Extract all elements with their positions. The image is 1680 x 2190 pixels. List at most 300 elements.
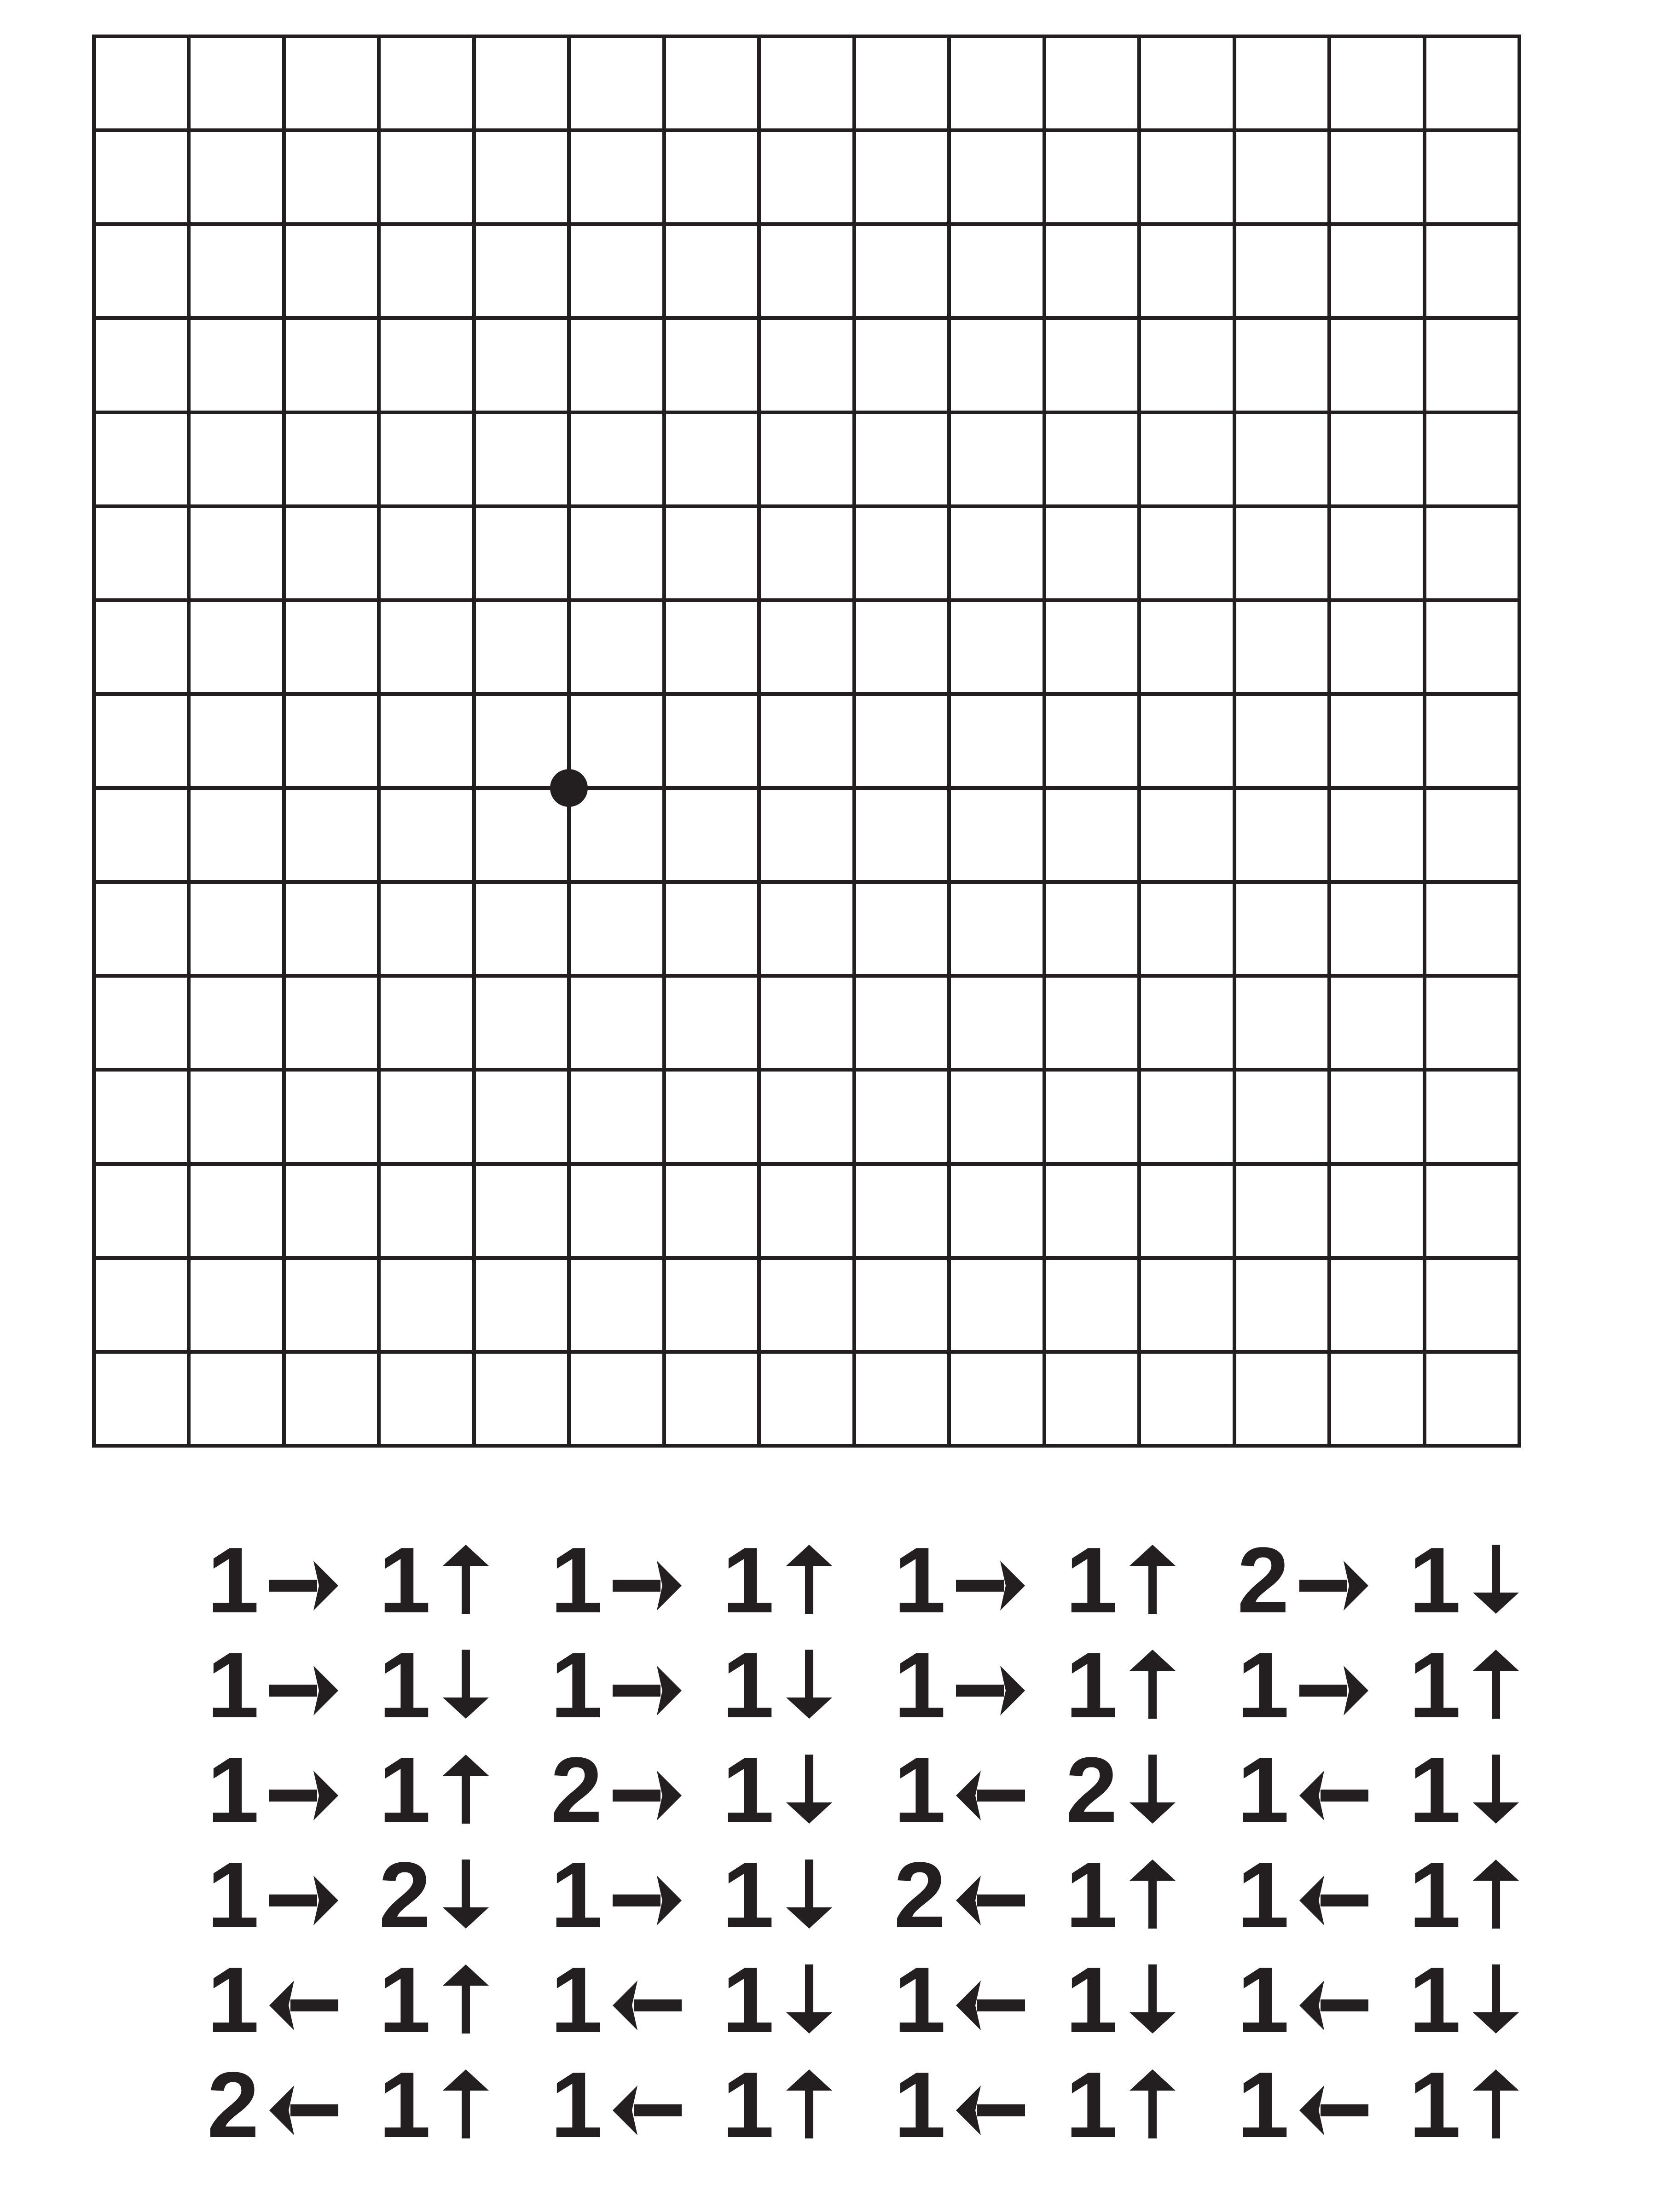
grid-cell: [284, 1164, 379, 1258]
grid-cell: [1329, 976, 1424, 1070]
grid-cell: [379, 1352, 474, 1446]
move-count: 1: [1066, 2053, 1116, 2157]
grid-cell: [569, 318, 664, 412]
arrow-down-icon: [786, 1755, 832, 1824]
grid-cell: [189, 318, 284, 412]
move-count: 1: [1237, 1948, 1287, 2052]
grid-cell: [1425, 36, 1519, 130]
grid-cell: [1425, 318, 1519, 412]
instruction-item: [894, 1633, 1066, 1738]
grid-cell: [1234, 1258, 1329, 1352]
instruction-item: [1237, 1843, 1409, 1948]
instruction-item: [379, 1528, 550, 1633]
instruction-item: [1066, 1528, 1237, 1633]
grid-cell: [1139, 1070, 1234, 1164]
grid-cell: [569, 224, 664, 318]
grid-cell: [854, 130, 949, 224]
grid-cell: [1329, 224, 1424, 318]
grid-cell: [379, 224, 474, 318]
instruction-item: [1237, 1738, 1409, 1843]
grid-cell: [664, 976, 759, 1070]
grid-cell: [1139, 318, 1234, 412]
start-dot: [550, 769, 588, 807]
grid-cell: [284, 1070, 379, 1164]
grid-cell: [94, 788, 189, 882]
grid-cell: [379, 1258, 474, 1352]
grid-cell: [474, 224, 569, 318]
grid-cell: [759, 976, 854, 1070]
move-count: 1: [550, 1843, 601, 1947]
grid-cell: [1329, 788, 1424, 882]
arrow-left-icon: [269, 2083, 338, 2138]
instruction-item: [207, 1948, 379, 2053]
grid-cell: [474, 1258, 569, 1352]
grid-cell: [1139, 1258, 1234, 1352]
instruction-item: [550, 1528, 722, 1633]
instruction-item: [550, 1948, 722, 2053]
grid-cell: [664, 1070, 759, 1164]
grid-cell: [759, 694, 854, 788]
grid-cell: [759, 1258, 854, 1352]
grid-cell: [569, 694, 664, 788]
move-count: 1: [722, 1633, 772, 1738]
grid-cell: [1139, 506, 1234, 600]
grid-cell: [1329, 600, 1424, 694]
instruction-item: [1409, 1738, 1581, 1843]
grid-cell: [94, 1164, 189, 1258]
grid-cell: [284, 318, 379, 412]
grid-cell: [664, 1258, 759, 1352]
grid-cell: [1329, 36, 1424, 130]
grid-cell: [284, 1352, 379, 1446]
grid-cell: [379, 318, 474, 412]
arrow-up-icon: [786, 1545, 832, 1614]
instruction-item: [1237, 2053, 1409, 2158]
arrow-down-icon: [1130, 1964, 1176, 2034]
arrow-right-icon: [613, 1768, 682, 1823]
grid-cell: [1329, 694, 1424, 788]
grid-cell: [854, 1258, 949, 1352]
grid-cell: [1234, 412, 1329, 506]
grid-cell: [189, 1352, 284, 1446]
grid-cell: [949, 1164, 1044, 1258]
move-count: 2: [379, 1843, 429, 1947]
move-count: 1: [1237, 1738, 1287, 1842]
move-count: 1: [550, 1948, 601, 2052]
move-count: 2: [1237, 1528, 1287, 1633]
grid-cell: [759, 882, 854, 976]
grid-cell: [474, 1164, 569, 1258]
move-count: 1: [550, 2053, 601, 2157]
grid-cell: [474, 412, 569, 506]
grid-cell: [189, 130, 284, 224]
grid-cell: [1139, 224, 1234, 318]
grid-cell: [379, 882, 474, 976]
move-count: 1: [379, 1528, 429, 1633]
instruction-item: [722, 2053, 894, 2158]
grid-cell: [1234, 1070, 1329, 1164]
move-count: 1: [894, 1948, 944, 2052]
move-count: 1: [1066, 1633, 1116, 1738]
instruction-item: [1237, 1948, 1409, 2053]
grid-cell: [569, 1352, 664, 1446]
grid-cell: [284, 1258, 379, 1352]
arrow-right-icon: [956, 1558, 1025, 1613]
move-count: 1: [207, 1528, 257, 1633]
instruction-item: [1409, 1633, 1581, 1738]
grid-cell: [94, 412, 189, 506]
move-count: 1: [894, 1633, 944, 1738]
grid-cell: [1044, 1352, 1139, 1446]
arrow-down-icon: [443, 1650, 489, 1719]
grid-cell: [1425, 130, 1519, 224]
grid-cell: [1044, 506, 1139, 600]
grid-cell: [1139, 1164, 1234, 1258]
grid-cell: [569, 600, 664, 694]
instruction-item: [1237, 1633, 1409, 1738]
instruction-item: [1066, 1633, 1237, 1738]
move-count: 1: [722, 1843, 772, 1947]
grid-cell: [1139, 882, 1234, 976]
grid-cell: [379, 1164, 474, 1258]
move-count: 1: [207, 1738, 257, 1842]
move-count: 1: [207, 1843, 257, 1947]
arrow-left-icon: [956, 2083, 1025, 2138]
grid-cell: [1139, 1352, 1234, 1446]
grid-cell: [854, 1352, 949, 1446]
grid-cell: [1425, 1070, 1519, 1164]
grid-cell: [1425, 224, 1519, 318]
move-count: 1: [550, 1633, 601, 1738]
grid-cell: [474, 882, 569, 976]
grid-cell: [474, 1352, 569, 1446]
move-count: 2: [894, 1843, 944, 1947]
arrow-left-icon: [269, 1978, 338, 2033]
grid-cell: [1234, 224, 1329, 318]
grid-cell: [854, 788, 949, 882]
move-count: 1: [1237, 1633, 1287, 1738]
grid-cell: [854, 36, 949, 130]
grid-cell: [1044, 788, 1139, 882]
arrow-up-icon: [1130, 2069, 1176, 2138]
grid-cell: [949, 600, 1044, 694]
grid-cell: [854, 224, 949, 318]
grid-cell: [949, 1258, 1044, 1352]
grid-cell: [664, 36, 759, 130]
grid-cell: [1044, 976, 1139, 1070]
grid-cell: [949, 882, 1044, 976]
grid-cell: [94, 694, 189, 788]
grid-cell: [949, 1352, 1044, 1446]
arrow-left-icon: [956, 1768, 1025, 1823]
move-count: 1: [1066, 1528, 1116, 1633]
grid-cell: [474, 130, 569, 224]
arrow-left-icon: [1299, 1978, 1368, 2033]
arrow-right-icon: [613, 1663, 682, 1718]
grid-cell: [1329, 1164, 1424, 1258]
move-count: 1: [1409, 1528, 1459, 1633]
grid-cell: [759, 1352, 854, 1446]
arrow-up-icon: [443, 1545, 489, 1614]
grid-cell: [284, 130, 379, 224]
grid-cell: [379, 412, 474, 506]
grid-cell: [949, 412, 1044, 506]
instruction-item: [550, 2053, 722, 2158]
arrow-up-icon: [1130, 1545, 1176, 1614]
instruction-list: [207, 1528, 1581, 2158]
grid-cell: [1139, 788, 1234, 882]
grid-cell: [1329, 1352, 1424, 1446]
grid-cell: [474, 36, 569, 130]
instruction-item: [207, 1633, 379, 1738]
move-count: 2: [207, 2053, 257, 2157]
grid-cell: [1234, 1164, 1329, 1258]
grid-cell: [1044, 412, 1139, 506]
grid-cell: [189, 1258, 284, 1352]
grid-cell: [569, 130, 664, 224]
grid-cell: [1044, 600, 1139, 694]
move-count: 1: [379, 2053, 429, 2157]
grid-cell: [1139, 694, 1234, 788]
arrow-up-icon: [786, 2069, 832, 2138]
grid-cell: [664, 412, 759, 506]
grid-cell: [284, 882, 379, 976]
instruction-item: [1066, 2053, 1237, 2158]
instruction-item: [379, 1633, 550, 1738]
instruction-item: [1409, 2053, 1581, 2158]
grid-cell: [1234, 788, 1329, 882]
move-count: 1: [722, 1948, 772, 2052]
instruction-item: [1066, 1948, 1237, 2053]
grid-cell: [854, 976, 949, 1070]
move-count: 1: [1409, 1633, 1459, 1738]
move-count: 2: [1066, 1738, 1116, 1842]
grid-cell: [759, 224, 854, 318]
grid-cell: [854, 1070, 949, 1164]
grid-cell: [1044, 882, 1139, 976]
arrow-right-icon: [269, 1663, 338, 1718]
move-count: 1: [1066, 1843, 1116, 1947]
grid-cell: [284, 694, 379, 788]
move-count: 1: [379, 1948, 429, 2052]
grid-cell: [1425, 506, 1519, 600]
grid-cell: [759, 1164, 854, 1258]
grid-cell: [94, 224, 189, 318]
grid-cell: [1044, 1258, 1139, 1352]
grid-cell: [569, 506, 664, 600]
arrow-right-icon: [269, 1873, 338, 1928]
grid-cell: [94, 506, 189, 600]
grid-cell: [854, 412, 949, 506]
grid-cell: [189, 1164, 284, 1258]
grid-cell: [1234, 130, 1329, 224]
grid-cell: [474, 600, 569, 694]
arrow-right-icon: [613, 1558, 682, 1613]
arrow-down-icon: [443, 1860, 489, 1929]
grid-cell: [379, 976, 474, 1070]
grid-cell: [474, 318, 569, 412]
move-count: 1: [1066, 1948, 1116, 2052]
move-count: 1: [550, 1528, 601, 1633]
grid-cell: [1234, 694, 1329, 788]
dictation-grid: [92, 35, 1521, 1448]
grid-cell: [664, 694, 759, 788]
grid-cell: [1234, 36, 1329, 130]
arrow-up-icon: [443, 1755, 489, 1824]
grid-cell: [569, 1070, 664, 1164]
grid-cell: [854, 600, 949, 694]
grid-cell: [189, 412, 284, 506]
arrow-right-icon: [613, 1873, 682, 1928]
grid-cell: [1044, 318, 1139, 412]
grid-cell: [1425, 412, 1519, 506]
grid-cell: [569, 788, 664, 882]
grid-cell: [569, 1164, 664, 1258]
instruction-item: [207, 1738, 379, 1843]
move-count: 1: [207, 1948, 257, 2052]
grid-cell: [854, 318, 949, 412]
grid-cell: [474, 1070, 569, 1164]
arrow-up-icon: [1130, 1860, 1176, 1929]
grid-cell: [1139, 412, 1234, 506]
arrow-right-icon: [269, 1558, 338, 1613]
grid-cell: [1044, 36, 1139, 130]
grid-cell: [379, 36, 474, 130]
grid-cell: [1234, 318, 1329, 412]
instruction-item: [550, 1633, 722, 1738]
grid-cell: [1044, 130, 1139, 224]
grid-cell: [1139, 600, 1234, 694]
move-count: 1: [379, 1738, 429, 1842]
instruction-item: [722, 1948, 894, 2053]
grid-cell: [1425, 1258, 1519, 1352]
move-count: 1: [894, 2053, 944, 2157]
grid-cell: [1139, 130, 1234, 224]
grid-cell: [569, 882, 664, 976]
instruction-item: [722, 1528, 894, 1633]
grid-cell: [949, 976, 1044, 1070]
grid-cell: [759, 1070, 854, 1164]
move-count: 1: [1237, 1843, 1287, 1947]
move-count: 1: [207, 1633, 257, 1738]
instruction-item: [894, 2053, 1066, 2158]
grid-cell: [1425, 694, 1519, 788]
arrow-right-icon: [269, 1768, 338, 1823]
instruction-item: [550, 1843, 722, 1948]
grid-cell: [854, 694, 949, 788]
grid-cell: [569, 976, 664, 1070]
grid-cell: [189, 976, 284, 1070]
grid-cell: [1425, 976, 1519, 1070]
move-count: 1: [1237, 2053, 1287, 2157]
grid-cell: [474, 506, 569, 600]
grid-cell: [1329, 318, 1424, 412]
grid-cell: [284, 224, 379, 318]
grid-cell: [94, 318, 189, 412]
arrow-left-icon: [1299, 1768, 1368, 1823]
grid-cell: [189, 224, 284, 318]
arrow-up-icon: [443, 1964, 489, 2034]
grid-cell: [189, 36, 284, 130]
instruction-item: [894, 1528, 1066, 1633]
grid-cell: [1425, 600, 1519, 694]
grid-cell: [664, 224, 759, 318]
move-count: 1: [894, 1738, 944, 1842]
instruction-item: [207, 2053, 379, 2158]
grid-cell: [1234, 976, 1329, 1070]
instruction-item: [379, 1738, 550, 1843]
arrow-up-icon: [1130, 1650, 1176, 1719]
grid-cell: [1425, 1352, 1519, 1446]
grid-cell: [94, 882, 189, 976]
instruction-item: [1066, 1738, 1237, 1843]
grid-cell: [1234, 506, 1329, 600]
grid-cell: [759, 506, 854, 600]
arrow-up-icon: [443, 2069, 489, 2138]
grid-cell: [854, 1164, 949, 1258]
instruction-item: [722, 1738, 894, 1843]
instruction-item: [1066, 1843, 1237, 1948]
grid-cell: [569, 1258, 664, 1352]
move-count: 1: [1409, 1843, 1459, 1947]
grid-cell: [379, 1070, 474, 1164]
grid-cell: [949, 694, 1044, 788]
arrow-left-icon: [956, 1873, 1025, 1928]
grid-cell: [94, 600, 189, 694]
move-count: 1: [894, 1528, 944, 1633]
move-count: 1: [722, 1528, 772, 1633]
arrow-left-icon: [613, 1978, 682, 2033]
grid-cell: [1329, 882, 1424, 976]
grid-cell: [284, 976, 379, 1070]
grid-cell: [854, 506, 949, 600]
instruction-item: [207, 1528, 379, 1633]
grid-cell: [1329, 506, 1424, 600]
grid-cell: [1329, 130, 1424, 224]
instruction-item: [722, 1843, 894, 1948]
move-count: 2: [550, 1738, 601, 1842]
arrow-down-icon: [1130, 1755, 1176, 1824]
grid-cell: [569, 36, 664, 130]
instruction-item: [207, 1843, 379, 1948]
grid-cell: [379, 694, 474, 788]
instruction-item: [379, 2053, 550, 2158]
move-count: 1: [722, 2053, 772, 2157]
grid-cell: [949, 318, 1044, 412]
grid-cell: [189, 600, 284, 694]
arrow-right-icon: [1299, 1558, 1368, 1613]
arrow-left-icon: [613, 2083, 682, 2138]
grid-cell: [1329, 1258, 1424, 1352]
grid-cell: [1139, 976, 1234, 1070]
arrow-left-icon: [1299, 2083, 1368, 2138]
grid-cell: [664, 1352, 759, 1446]
grid-cell: [94, 976, 189, 1070]
grid-cell: [949, 224, 1044, 318]
grid-cell: [949, 130, 1044, 224]
instruction-item: [722, 1633, 894, 1738]
arrow-right-icon: [1299, 1663, 1368, 1718]
grid-cell: [94, 1258, 189, 1352]
arrow-left-icon: [1299, 1873, 1368, 1928]
grid-cell: [664, 600, 759, 694]
move-count: 1: [1409, 1948, 1459, 2052]
grid-cell: [379, 130, 474, 224]
grid-cell: [284, 788, 379, 882]
grid-cell: [1234, 1352, 1329, 1446]
move-count: 1: [1409, 1738, 1459, 1842]
grid-cell: [1425, 882, 1519, 976]
